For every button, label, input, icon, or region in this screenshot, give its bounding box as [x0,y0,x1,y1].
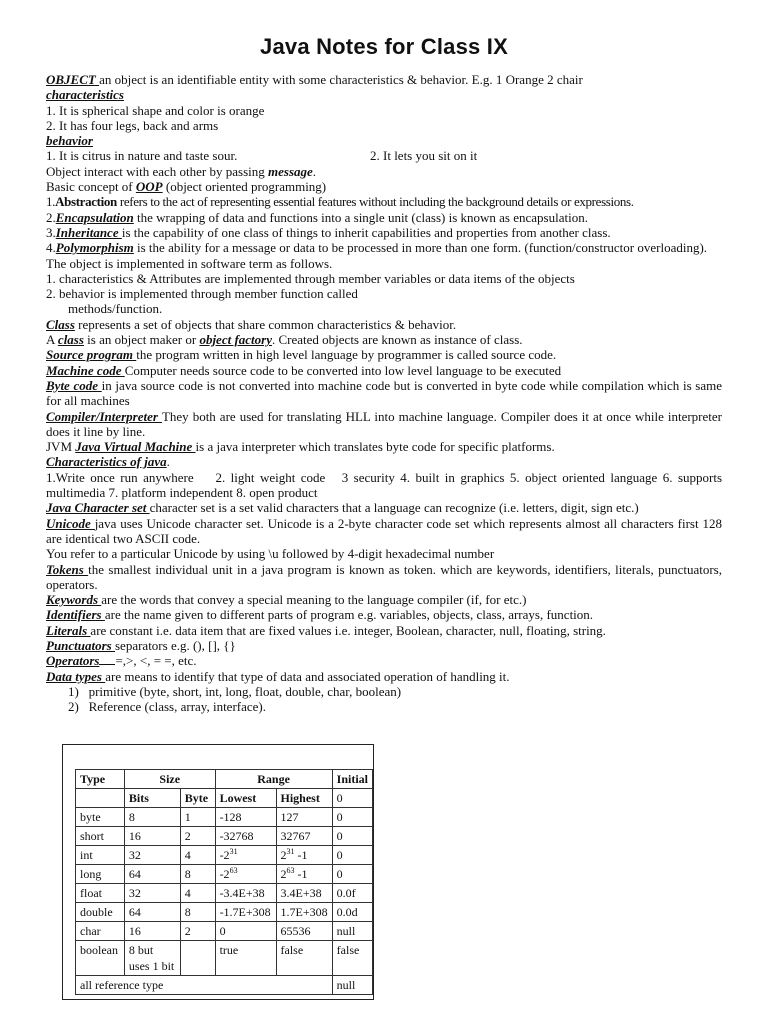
line-object: OBJECT an object is an identifiable entity with some characteristics & behavior. E.g. 1 Orange 2 chair [46,72,583,87]
line-characteristic-1: 1. It is spherical shape and color is orange [46,102,265,118]
page-title: Java Notes for Class IX [260,34,508,59]
line-implementation-1: 1. characteristics & Attributes are implemented through member variables or data items of the objects [46,270,575,286]
line-literals: Literals are constant i.e. data item that are fixed values i.e. integer, Boolean, character, null, floating, string. [46,622,606,638]
line-primitive: 1) primitive (byte, short, int, long, float, double, char, boolean) [68,683,402,699]
line-source-program: Source program the program written in high level language by programmer is called source code. [46,347,557,363]
line-operators: Operators =,>, <, = =, etc. [46,653,197,669]
line-tokens: Tokens the smallest individual unit in a java program is known as token. which are keywords, identifiers, literals, punctuators, operators. [46,561,722,592]
header-type: Type [76,770,125,789]
line-implementation: The object is implemented in software term as follows. [46,255,333,271]
table-row: double 64 8 -1.7E+308 1.7E+308 0.0d [76,903,373,922]
header-size: Size [124,770,215,789]
header-lowest: Lowest [215,789,276,808]
line-characteristics-java: Characteristics of java. [46,454,170,470]
line-unicode-escape: You refer to a particular Unicode by using \u followed by 4-digit hexadecimal number [46,546,495,562]
header-range: Range [215,770,332,789]
table-row: boolean 8 but uses 1 bit true false false [76,941,373,976]
line-characteristic-2: 2. It has four legs, back and arms [46,117,219,133]
table-footer-row [76,976,373,995]
line-class: Class represents a set of objects that share common characteristics & behavior. [46,316,457,332]
header-byte: Byte [180,789,215,808]
header-initial: Initial [332,770,372,789]
data-types-table [75,769,373,995]
line-implementation-2: 2. behavior is implemented through member function called [46,286,358,302]
line-inheritance: 3.Inheritance is the capability of one class of things to inherit capabilities and properties from another class. [46,224,611,240]
subheader-initial: 0 [332,789,372,808]
line-character-set: Java Character set character set is a set valid characters that a language can recognize (i.e. letters, digit, sign etc.) [46,500,639,516]
heading-behavior: behavior [46,133,93,149]
header-bits: Bits [124,789,180,808]
data-types-table-frame [62,744,374,1000]
line-keywords: Keywords are the words that convey a special meaning to the language compiler (if, for etc.) [46,592,527,608]
line-data-types: Data types are means to identify that type of data and associated operation of handling it. [46,668,510,684]
line-behavior: 1. It is citrus in nature and taste sour. 2. It lets you sit on it [46,148,478,164]
line-java-features: 1.Write once run anywhere 2. light weight code 3 security 4. built in graphics 5. object oriented language 6. supports multimedia 7. platform independent 8. open product [46,469,726,501]
line-unicode: Unicode java uses Unicode character set. Unicode is a 2-byte character code set which represents almost all characters first 128 are identical two ASCII code. [46,515,722,546]
table-header-row [76,770,373,789]
header-highest: Highest [276,789,332,808]
operators-underline [99,654,115,665]
line-jvm: JVM Java Virtual Machine is a java interpreter which translates byte code for specific platforms. [46,439,555,455]
table-row: char 16 2 0 65536 null [76,922,373,941]
term-object: OBJECT [46,72,100,87]
footer-initial: null [332,976,372,995]
table-row: short 16 2 -32768 32767 0 [76,827,373,846]
table-row: float 32 4 -3.4E+38 3.4E+38 0.0f [76,884,373,903]
line-abstraction: 1.Abstraction refers to the act of representing essential features without including the background details or expressions. [46,194,634,210]
line-identifiers: Identifiers are the name given to different parts of program e.g. variables, objects, class, arrays, function. [46,607,594,623]
table-row: int 32 4 $-2^{31}$ $2^{31}$ -1 0 [76,846,373,865]
line-oop: Basic concept of OOP (object oriented programming) [46,179,327,195]
footer-label: all reference type [76,976,333,995]
line-object-factory: A class is an object maker or object factory. Created objects are known as instance of class. [46,332,523,348]
line-polymorphism: 4.Polymorphism is the ability for a message or data to be processed in more than one form. (function/constructor overloading). [46,240,708,256]
line-encapsulation: 2.Encapsulation the wrapping of data and functions into a single unit (class) is known as encapsulation. [46,209,588,225]
line-punctuators: Punctuators separators e.g. (), [], {} [46,637,236,653]
line-methods: methods/function. [68,301,163,317]
line-message: Object interact with each other by passing message. [46,163,317,179]
line-reference: 2) Reference (class, array, interface). [68,699,267,715]
table-row: byte 8 1 -128 127 0 [76,808,373,827]
table-subheader-row [76,789,373,808]
line-compiler: Compiler/Interpreter They both are used for translating HLL into machine language. Compiler does it at once while interpreter does it line by line. [46,408,722,439]
table-row: long 64 8 $-2^{63}$ $2^{63}$ -1 0 [76,865,373,884]
line-byte-code: Byte code in java source code is not converted into machine code but is converted in byte code while compilation which is same for all machines [46,377,722,409]
line-machine-code: Machine code Computer needs source code to be converted into low level language to be executed [46,362,562,378]
heading-characteristics: characteristics [46,87,124,103]
